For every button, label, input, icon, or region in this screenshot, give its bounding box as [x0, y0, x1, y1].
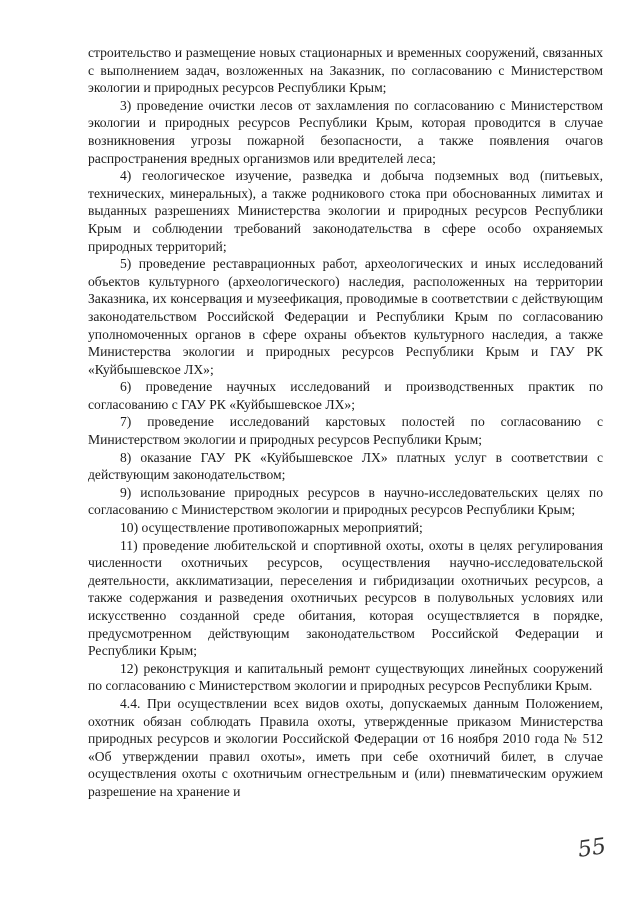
paragraph-item-6: 6) проведение научных исследований и производственных практик по согласованию с ГАУ РК «Куйбышевское ЛХ»; [88, 379, 603, 412]
paragraph-item-12: 12) реконструкция и капитальный ремонт существующих линейных сооружений по согласованию с Министерством экологии и природных ресурсов Республики Крым. [88, 660, 603, 694]
paragraph-section-4-4: 4.4. При осуществлении всех видов охоты, допускаемых данным Положением, охотник обязан соблюдать Правила охоты, утвержденные приказом Министерства природных ресурсов и экологии Российской Федерации от 16 ноября 2010 года № 512 «Об утверждении правил охоты», иметь при себе охотничий билет, в случае осуществления охоты с охотничьим огнестрельным и (или) пневматическим оружием разрешение на хранение и [88, 695, 603, 799]
paragraph-continuation: строительство и размещение новых стационарных и временных сооружений, связанных с выполнением задач, возложенных на Заказник, по согласованию с Министерством экологии и природных ресурсов Республики Крым; [88, 45, 603, 96]
document-body [88, 44, 603, 801]
paragraph-item-5: 5) проведение реставрационных работ, археологических и иных исследований объектов культурного (археологического) наследия, расположенных на территории Заказника, их консервация и музеефикация, проводимые в соответствии с действующим законодательством Российской Федерации и Республики Крым по согласованию уполномоченных органов в сфере охраны объектов культурного наследия, а также Министерства экологии и природных ресурсов Республики Крым и ГАУ РК «Куйбышевское ЛХ»; [88, 256, 603, 377]
paragraph-item-3: 3) проведение очистки лесов от захламления по согласованию с Министерством экологии и природных ресурсов Республики Крым, которая проводится в случае возникновения угрозы пожарной безопасности, а также появления очагов распространения вредных организмов или вредителей леса; [88, 97, 603, 166]
paragraph-item-4: 4) геологическое изучение, разведка и добыча подземных вод (питьевых, технических, минеральных), а также родникового стока при обоснованных лимитах и выданных разрешениях Министерства экологии и природных ресурсов Республики Крым и соблюдении требований законодательства в сфере особо охраняемых природных территорий; [88, 168, 603, 254]
paragraph-item-11: 11) проведение любительской и спортивной охоты, охоты в целях регулирования численности охотничьих ресурсов, осуществления научно-исследовательской деятельности, акклиматизации, переселения и гибридизации охотничьих ресурсов, а также содержания и разведения охотничьих ресурсов в полувольных условиях или искусственно созданной среде обитания, которая осуществляется в порядке, предусмотренном действующим законодательством Российской Федерации и Республики Крым; [88, 537, 603, 659]
paragraph-item-10: 10) осуществление противопожарных мероприятий; [120, 520, 423, 536]
paragraph-item-9: 9) использование природных ресурсов в научно-исследовательских целях по согласованию с Министерством экологии и природных ресурсов Республики Крым; [88, 484, 603, 518]
paragraph-item-7: 7) проведение исследований карстовых полостей по согласованию с Министерством экологии и природных ресурсов Республики Крым; [88, 414, 603, 448]
paragraph-item-8: 8) оказание ГАУ РК «Куйбышевское ЛХ» платных услуг в соответствии с действующим законодательством; [88, 449, 603, 483]
handwritten-page-number: 55 [576, 834, 608, 863]
